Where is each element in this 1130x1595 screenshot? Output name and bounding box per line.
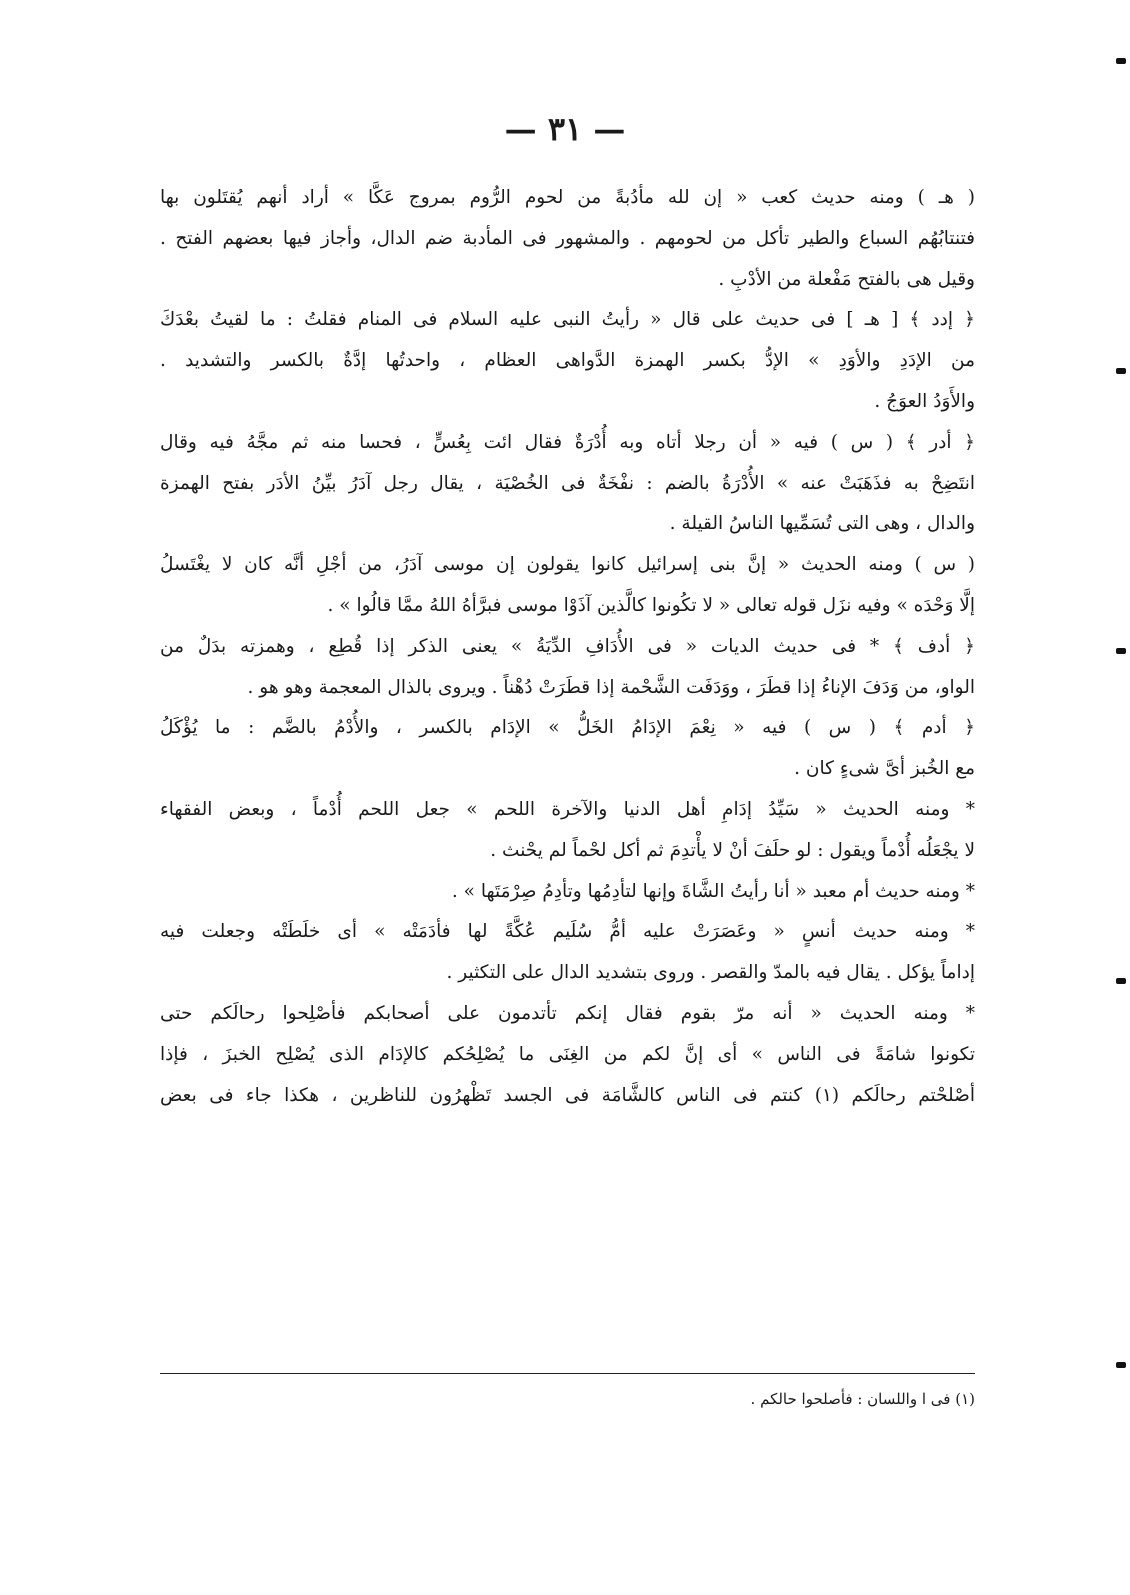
scan-edge-mark xyxy=(1116,58,1126,64)
entry-heading-idd: ﴿ إدد ﴾ [ هـ ] فى حديث على قال « رأيتُ النبى عليه السلام فى المنام فقلتُ : ما لقيتُ بعْدَكَ xyxy=(160,309,975,331)
entry-heading-adf: ﴿ أدف ﴾ * فى حديث الديات « فى الأُدَافِ الدِّيَةُ » يعنى الذكر إذا قُطِع ، وهمزته بدَلٌ من xyxy=(160,635,975,657)
entry-heading-adm: ﴿ أدم ﴾ ( س ) فيه « نِعْمَ الإدَامُ الخَلُّ » الإدَام بالكسر ، والأُدْمُ بالضَّم : ما يُؤْكَلُ xyxy=(160,717,975,739)
text-line: فتنتابُهُم السباع والطير تأكل من لحومهم . والمشهور فى المأدبة ضم الدال، وأجاز فيها بعضهم الفتح . xyxy=(160,227,975,249)
text-line: والدال ، وهى التى تُسَمِّيها الناسُ القيلة . xyxy=(669,513,975,535)
text-line: الواو، من وَدَفَ الإناءُ إذا قطَرَ ، ووَدَفَت الشَّحْمة إذا قطَرَتْ دُهْناً . ويروى بالذال المعجمة وهو هو . xyxy=(247,676,975,698)
text-line: من الإدَدِ والأوَدِ » الإدُّ بكسر الهمزة الدَّواهى العظام ، واحدتُها إدَّةٌ بالكسر والتشديد . xyxy=(160,350,975,372)
text-line: * ومنه حديث أم معبد « أنا رأيتُ الشَّاةَ وإنها لتأدِمُها وتأدِمُ صِرْمَتَها » . xyxy=(451,880,975,902)
text-line: * ومنه حديث أنسٍ « وعَصَرَتْ عليه أمُّ سُلَيم عُكَّةً لها فأدَمَتْه » أى خلَطَتْه وجعلت فيه xyxy=(160,921,975,943)
text-line: تكونوا شامَةً فى الناس » أى إنَّ لكم من الغِنَى ما يُصْلِحُكم كالإدَام الذى يُصْلِح الخبزَ ، فإذا xyxy=(160,1043,975,1065)
text-line: * ومنه الحديث « أنه مرّ بقوم فقال إنكم تأتدمون على أصحابكم فأصْلِحوا رحالَكم حتى xyxy=(160,1002,975,1024)
entry-heading-adr: ﴿ أدر ﴾ ( س ) فيه « أن رجلا أتاه وبه أُدْرَةٌ فقال ائت بِعُسٍّ ، فحسا منه ثم مجَّهُ فيه وقال xyxy=(160,431,975,453)
text-line: انتَضِحْ به فذَهَبَتْ عنه » الأُدْرَةُ بالضم : نفْخَةٌ فى الخُصْيَة ، يقال رجل آدَرُ بيِّنُ الأدَر بفتح الهمزة xyxy=(160,472,975,494)
text-line: وقيل هى بالفتح مَفْعلة من الأدْبِ . xyxy=(718,268,975,290)
text-line: إداماً يؤكل . يقال فيه بالمدّ والقصر . وروى بتشديد الدال على التكثير . xyxy=(446,962,975,984)
scan-edge-mark xyxy=(1116,648,1126,654)
text-line: ( س ) ومنه الحديث « إنَّ بنى إسرائيل كانوا يقولون إن موسى آدَرُ، من أجْلِ أنَّه كان لا يغْتَسلُ xyxy=(160,554,975,576)
footnote: (١) فى ا واللسان : فأصلحوا حالكم . xyxy=(750,1390,975,1408)
scan-edge-mark xyxy=(1116,368,1126,374)
page-number: — ٣١ — xyxy=(504,110,626,148)
footnote-divider xyxy=(160,1373,975,1374)
scan-edge-mark xyxy=(1116,1362,1126,1368)
text-line: إلَّا وَحْدَه » وفيه نزَل قوله تعالى « لا تكُونوا كالَّذين آذَوْا موسى فبرَّأهُ اللهُ ممَّا قالُوا » . xyxy=(327,594,975,616)
text-line: مع الخُبز أىَّ شىءٍ كان . xyxy=(794,758,975,780)
text-line: والأَوَدُ العوَجُ . xyxy=(874,390,975,412)
text-line: لا يجْعَلُه أُدْماً ويقول : لو حلَفَ أنْ لا يأْتدِمَ ثم أكل لحْماً لم يحْنث . xyxy=(490,839,975,861)
text-line: ( هـ ) ومنه حديث كعب « إن لله مأدُبةً من لحوم الرُّوم بمروج عَكَّا » أراد أنهم يُقتَلون بها xyxy=(160,187,975,208)
scan-edge-mark xyxy=(1116,978,1126,984)
main-text xyxy=(160,178,975,1116)
text-line: * ومنه الحديث « سَيِّدُ إدَامِ أهل الدنيا والآخرة اللحم » جعل اللحم أُدْماً ، وبعض الفقهاء xyxy=(160,798,975,820)
text-line: أصْلحْتم رحالَكم (١) كنتم فى الناس كالشَّامَة فى الجسد تَظْهرُون للناظرين ، هكذا جاء فى بعض xyxy=(160,1084,975,1106)
